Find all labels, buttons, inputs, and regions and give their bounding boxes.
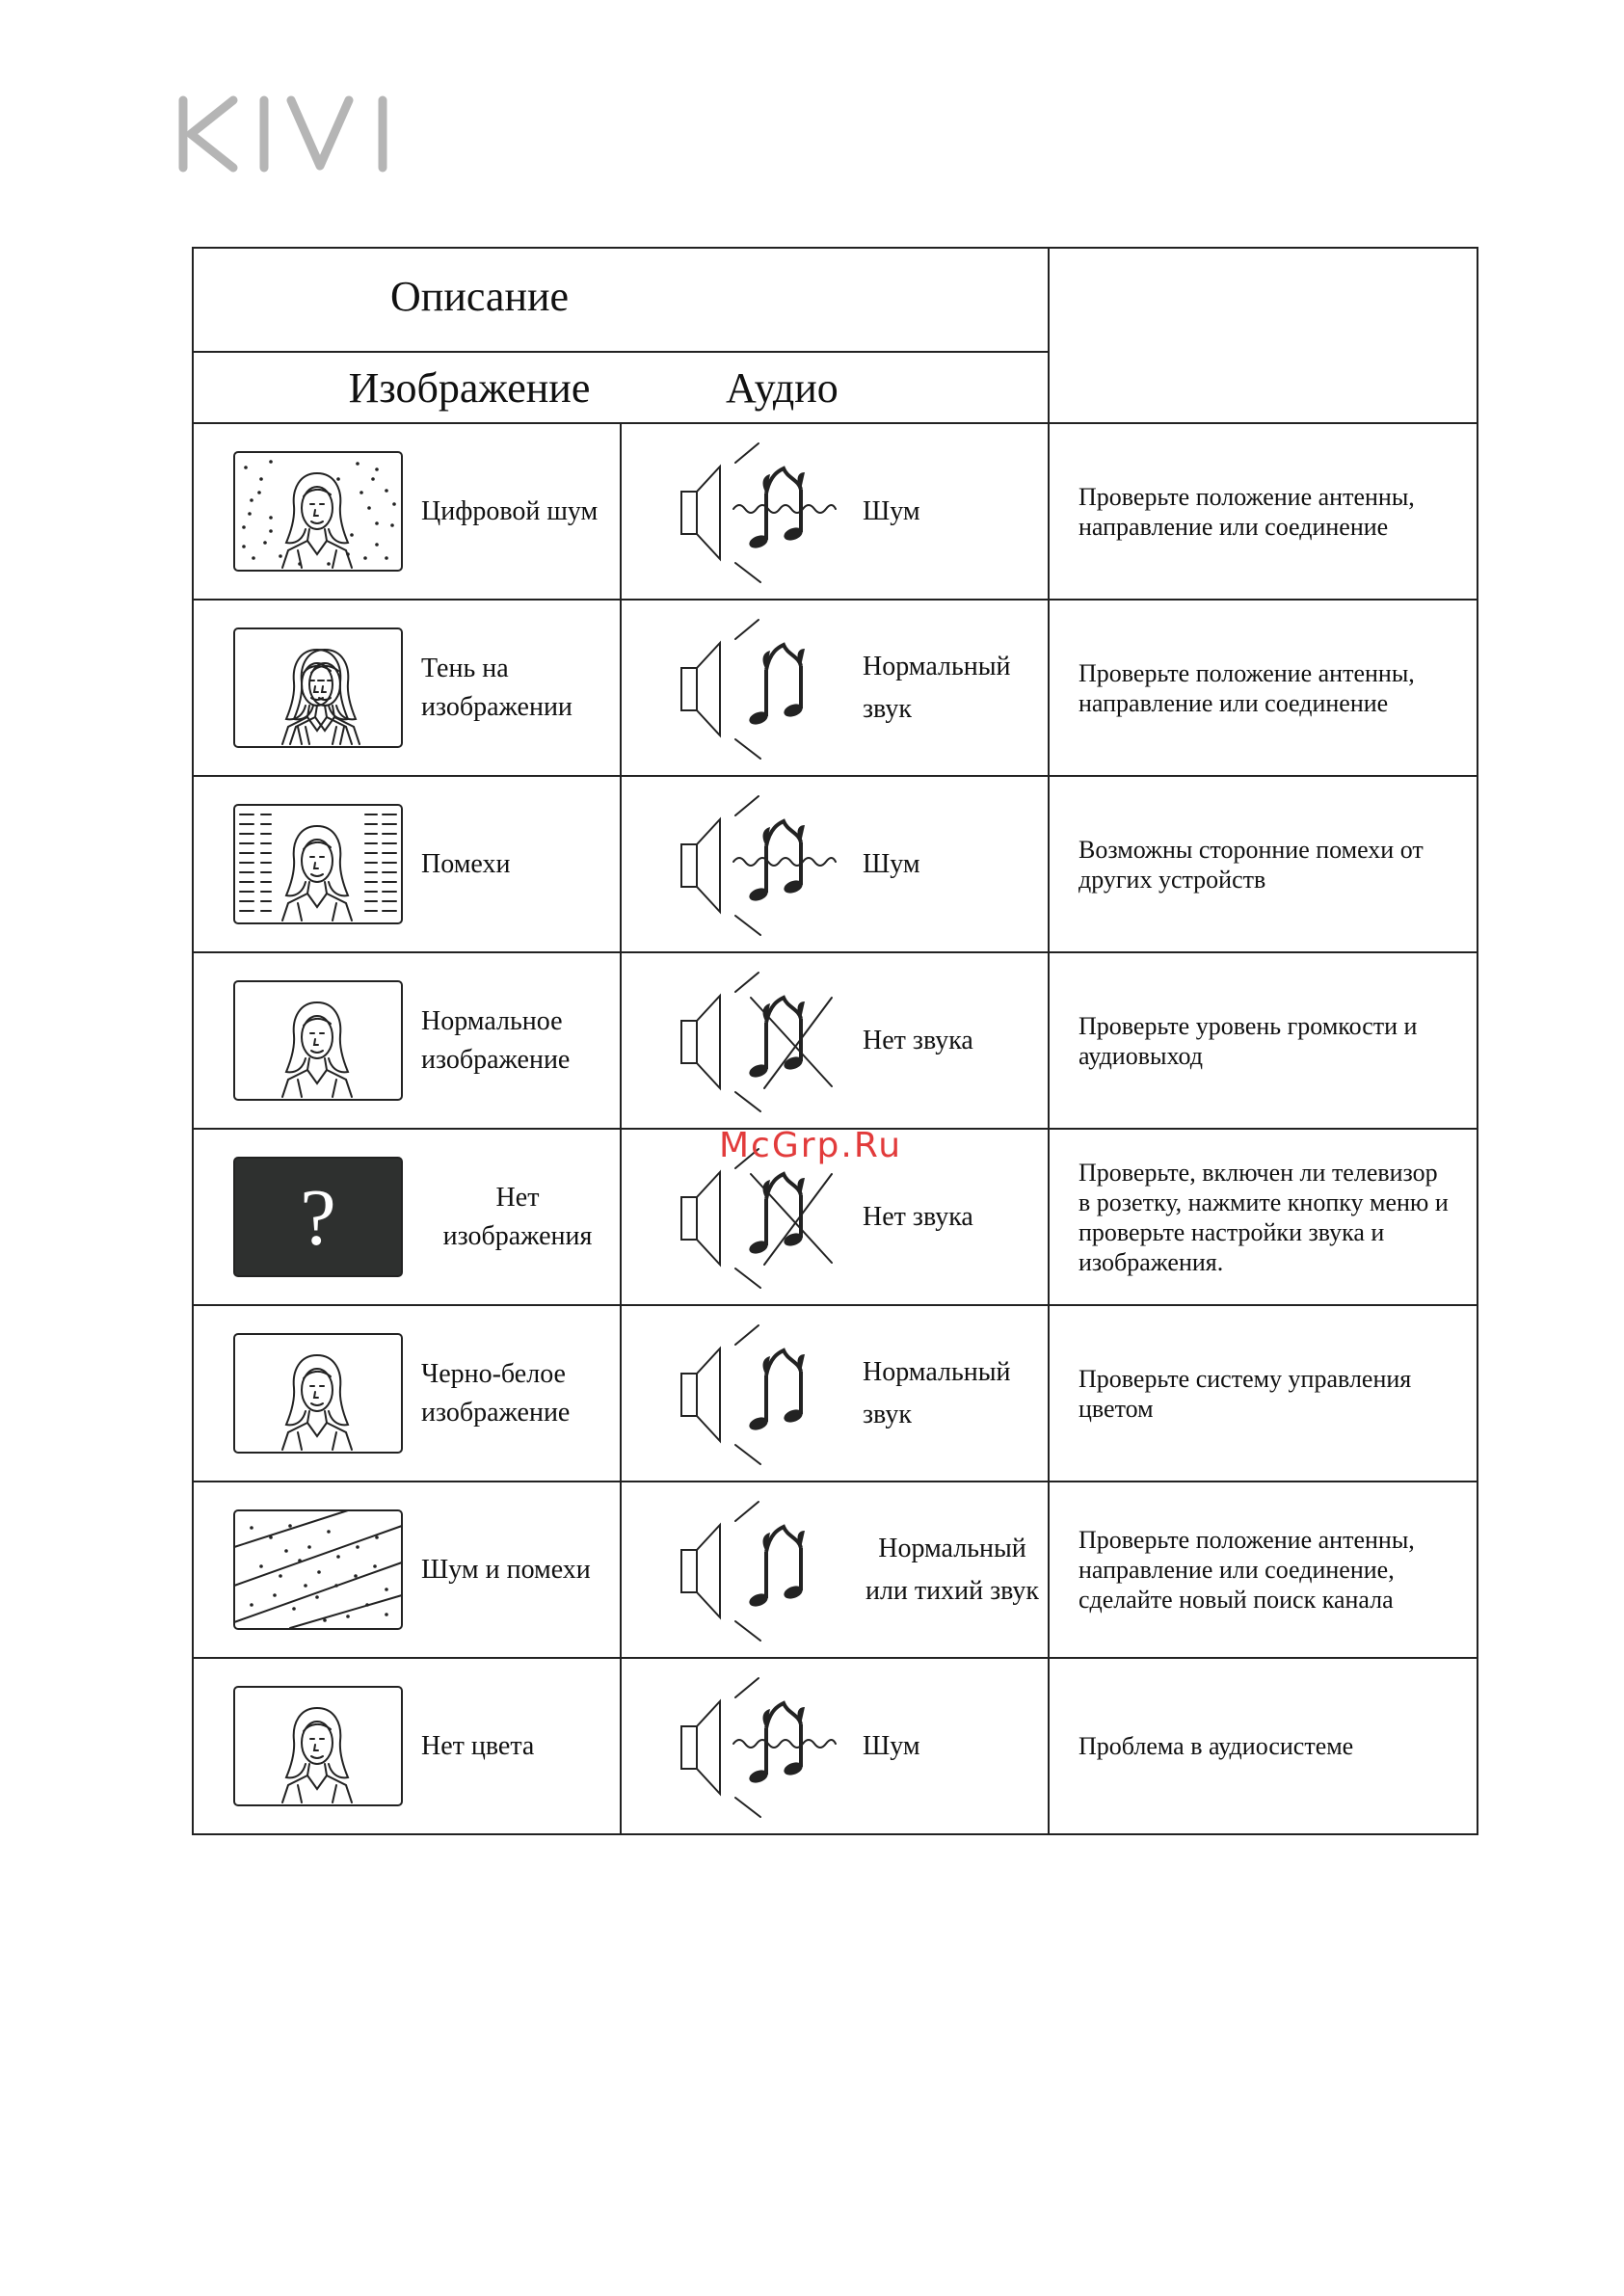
header-description-cell	[193, 248, 1049, 352]
tv-interference-icon	[232, 803, 404, 925]
action-cell: Проверьте положение антенны, направление или соединение	[1049, 600, 1478, 776]
speaker-noise-icon	[678, 1676, 861, 1821]
table-row	[193, 423, 1478, 600]
speaker-normal-icon	[678, 1323, 861, 1468]
speaker-normal-icon	[678, 618, 861, 762]
table-row	[193, 600, 1478, 776]
audio-symptom: Нет звука	[863, 1201, 973, 1232]
action-cell: Проверьте уровень громкости и аудиовыход	[1049, 952, 1478, 1129]
image-symptom: Нет цвета	[421, 1730, 535, 1761]
action-cell: Проверьте систему управления цветом	[1049, 1305, 1478, 1482]
header-audio: Аудио	[726, 363, 839, 412]
tv-digital-noise-icon	[232, 450, 404, 573]
image-symptom: Нет изображения	[442, 1182, 593, 1251]
speaker-noise-icon	[678, 441, 861, 586]
audio-symptom: Нет звука	[863, 1025, 973, 1055]
kivi-logo	[175, 93, 407, 175]
table-row	[193, 776, 1478, 952]
audio-cell	[621, 1482, 1049, 1658]
action-cell: Проверьте положение антенны, направление или соединение	[1049, 423, 1478, 600]
image-symptom: Черно-белое изображение	[421, 1358, 571, 1428]
image-cell	[193, 423, 621, 600]
tv-noise-stripes-icon	[232, 1508, 404, 1631]
header-action-cell	[1049, 248, 1478, 423]
audio-symptom: Нормальный звук	[863, 1356, 1011, 1429]
image-cell	[193, 1305, 621, 1482]
audio-cell	[621, 1305, 1049, 1482]
table-row	[193, 1658, 1478, 1834]
image-symptom: Цифровой шум	[421, 495, 599, 526]
audio-cell	[621, 423, 1049, 600]
svg-text:?: ?	[300, 1173, 336, 1263]
tv-black-white-icon	[232, 1332, 404, 1455]
action-cell: Возможны сторонние помехи от других устройств	[1049, 776, 1478, 952]
speaker-noise-icon	[678, 794, 861, 939]
table-row	[193, 1482, 1478, 1658]
troubleshooting-table	[192, 247, 1478, 1835]
image-cell	[193, 1482, 621, 1658]
audio-symptom: Шум	[863, 495, 920, 526]
audio-symptom: Нормальный звук	[863, 651, 1011, 724]
header-image: Изображение	[348, 363, 591, 412]
audio-symptom: Нормальный или тихий звук	[865, 1533, 1040, 1606]
audio-symptom: Шум	[863, 848, 920, 879]
action-cell: Проверьте положение антенны, направление или соединение, сделайте новый поиск канала	[1049, 1482, 1478, 1658]
action-cell: Проверьте, включен ли телевизор в розетку, нажмите кнопку меню и проверьте настройки звука и изображения.	[1049, 1129, 1478, 1305]
image-symptom: Тень на изображении	[421, 653, 572, 722]
audio-cell	[621, 1658, 1049, 1834]
image-symptom: Нормальное изображение	[421, 1005, 571, 1075]
image-symptom: Шум и помехи	[421, 1554, 591, 1585]
header-description: Описание	[390, 272, 570, 320]
speaker-muted-icon	[678, 971, 861, 1115]
image-cell	[193, 776, 621, 952]
audio-cell	[621, 776, 1049, 952]
tv-no-picture-icon	[232, 1156, 404, 1278]
action-cell: Проблема в аудиосистеме	[1049, 1658, 1478, 1834]
image-cell	[193, 1129, 621, 1305]
speaker-normal-icon	[678, 1500, 861, 1644]
speaker-muted-icon	[678, 1147, 861, 1292]
image-cell	[193, 1658, 621, 1834]
image-cell	[193, 952, 621, 1129]
audio-symptom: Шум	[863, 1730, 920, 1761]
header-subtitles-cell	[193, 352, 1049, 423]
tv-no-color-icon	[232, 1685, 404, 1807]
table-row	[193, 952, 1478, 1129]
image-symptom: Помехи	[421, 848, 511, 879]
tv-ghosting-icon	[232, 627, 404, 749]
table-row	[193, 1305, 1478, 1482]
watermark: McGrp.Ru	[719, 1126, 903, 1165]
image-cell	[193, 600, 621, 776]
tv-normal-icon	[232, 979, 404, 1102]
audio-cell	[621, 600, 1049, 776]
audio-cell	[621, 952, 1049, 1129]
